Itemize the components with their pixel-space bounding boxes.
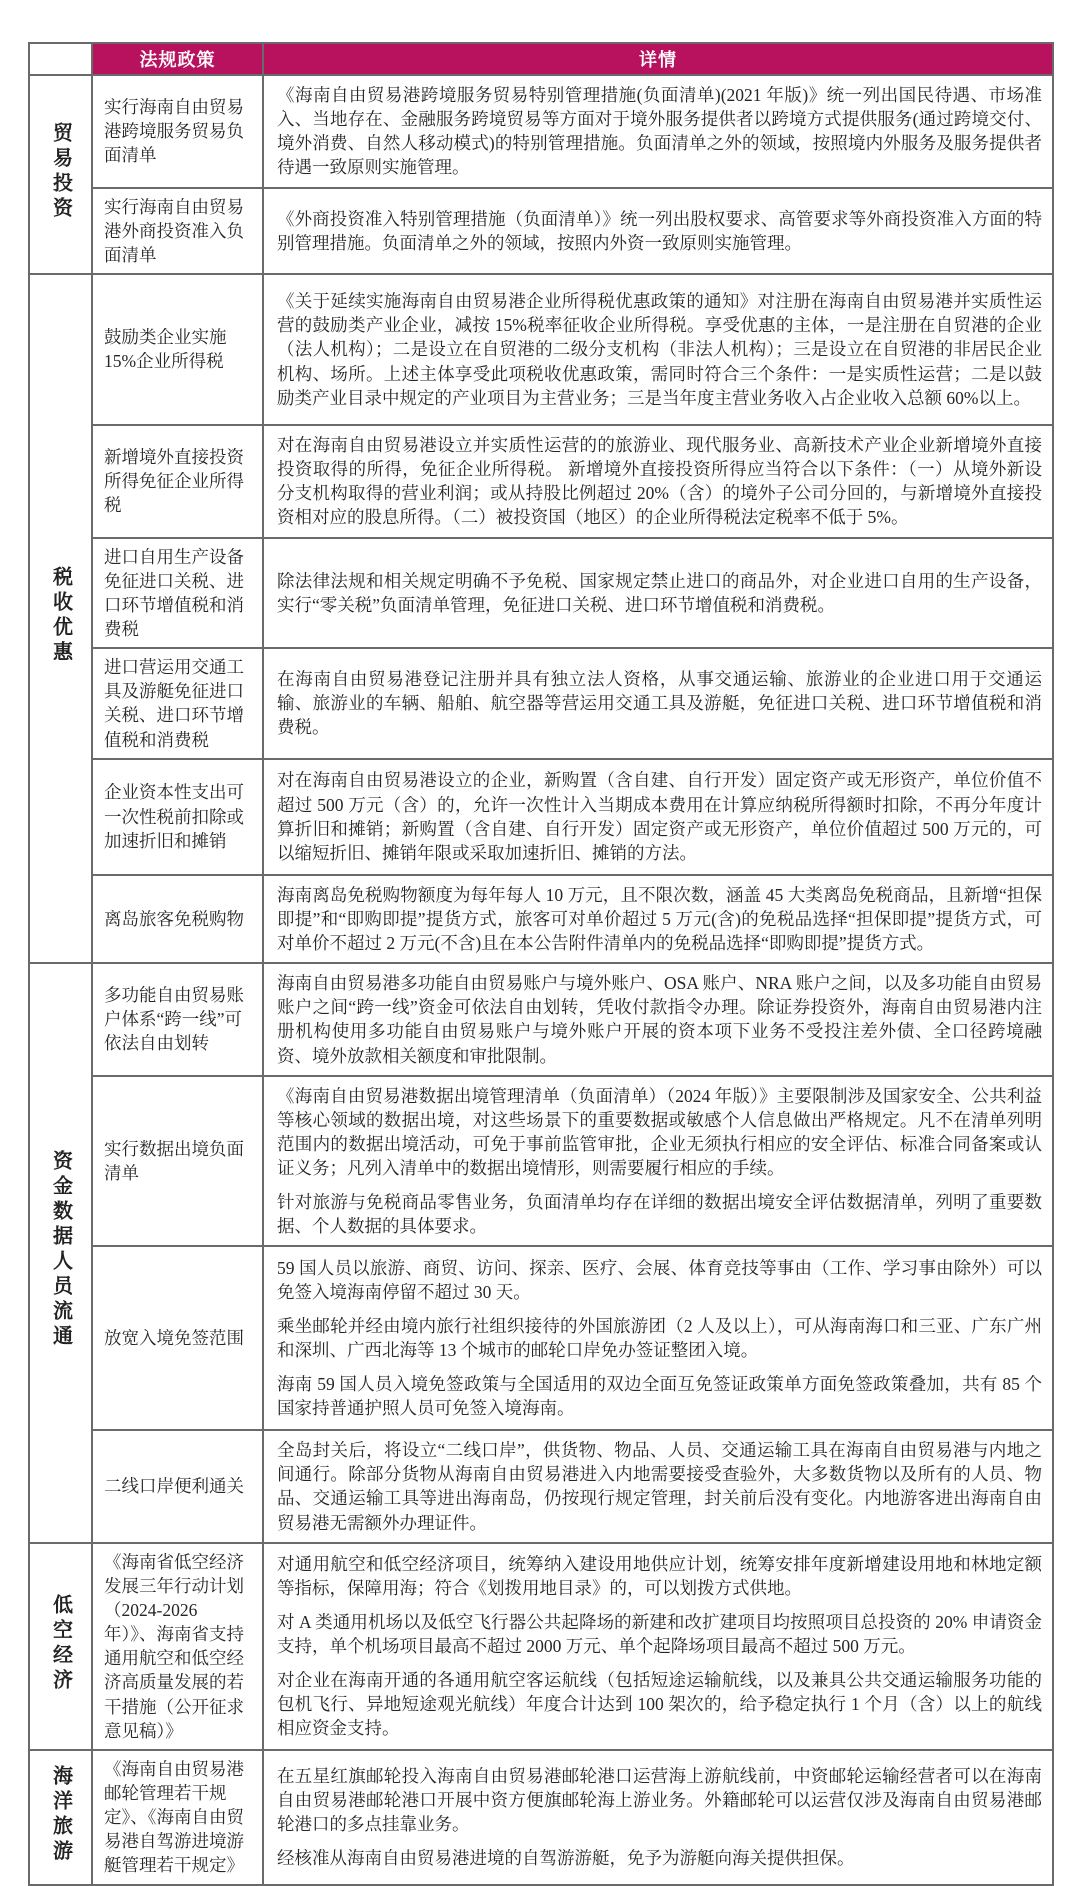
detail-cell	[263, 759, 1053, 875]
detail-cell	[263, 1076, 1053, 1246]
detail-cell	[263, 425, 1053, 538]
category-capital-data-personnel-flow	[29, 963, 92, 1543]
table-row	[29, 759, 1053, 875]
detail-paragraph: 经核准从海南自由贸易港进境的自驾游游艇，免予为游艇向海关提供担保。	[277, 1848, 855, 1869]
policy-cell: 进口营运用交通工具及游艇免征进口关税、进口环节增值税和消费税	[92, 648, 263, 759]
header-row	[29, 43, 1053, 75]
policy-cell: 《海南省低空经济发展三年行动计划（2024-2026 年）》、海南省支持通用航空和低空经济高质量发展的若干措施（公开征求意见稿）》	[92, 1543, 263, 1750]
category-label: 资金数据人员流通	[49, 1150, 72, 1351]
policy-cell: 鼓励类企业实施 15%企业所得税	[92, 274, 263, 425]
detail-cell	[263, 875, 1053, 963]
detail-cell	[263, 188, 1053, 274]
detail-paragraph: 59 国人员以旅游、商贸、访问、探亲、医疗、会展、体育竞技等事由（工作、学习事由除外）可以免签入境海南停留不超过 30 天。	[277, 1258, 1042, 1303]
table-row	[29, 963, 1053, 1076]
policy-cell: 实行数据出境负面清单	[92, 1076, 263, 1246]
table-row	[29, 1543, 1053, 1750]
detail-cell	[263, 1246, 1053, 1430]
category-label: 低空经济	[49, 1593, 72, 1694]
table-row	[29, 1246, 1053, 1430]
table-row	[29, 648, 1053, 759]
detail-cell	[263, 648, 1053, 759]
table-row	[29, 425, 1053, 538]
policy-cell: 实行海南自由贸易港外商投资准入负面清单	[92, 188, 263, 274]
detail-paragraph: 对通用航空和低空经济项目，统筹纳入建设用地供应计划，统筹安排年度新增建设用地和林地定额等指标，保障用海；符合《划拨用地目录》的，可以划拨方式供地。	[277, 1554, 1042, 1599]
detail-paragraph: 海南离岛免税购物额度为每年每人 10 万元，且不限次数，涵盖 45 大类离岛免税商品，且新增“担保即提”和“即购即提”提货方式，旅客可对单价超过 5 万元(含)的免税品选择“担保即提”提货方式，可对单价不超过 2 万元(不含)且在本公告附件清单内的免税品选择“即购即提”提货方式。	[277, 884, 1042, 953]
detail-paragraph: 全岛封关后，将设立“二线口岸”，供货物、物品、人员、交通运输工具在海南自由贸易港与内地之间通行。除部分货物从海南自由贸易港进入内地需要接受查验外，大多数货物以及所有的人员、物品、交通运输工具等进出海南岛，仍按现行规定管理，封关前后没有变化。内地游客进出海南自由贸易港无需额外办理证件。	[277, 1440, 1042, 1533]
column-header-detail: 详情	[263, 43, 1053, 75]
detail-paragraph: 对在海南自由贸易港设立并实质性运营的的旅游业、现代服务业、高新技术产业企业新增境外直接投资取得的所得，免征企业所得税。 新增境外直接投资所得应当符合以下条件：（一）从境外新设分支机构取得的营业利润；或从持股比例超过 20%（含）的境外子公司分回的，与新增境外直接投资相对应的股息所得。（二）被投资国（地区）的企业所得税法定税率不低于 5%。	[277, 434, 1042, 528]
detail-cell	[263, 538, 1053, 649]
detail-cell	[263, 963, 1053, 1076]
policy-cell: 新增境外直接投资所得免征企业所得税	[92, 425, 263, 538]
policy-cell: 离岛旅客免税购物	[92, 875, 263, 963]
table-row	[29, 188, 1053, 274]
detail-cell	[263, 75, 1053, 188]
detail-paragraph: 海南 59 国人员入境免签政策与全国适用的双边全面互免签证政策单方面免签政策叠加，共有 85 个国家持普通护照人员可免签入境海南。	[277, 1373, 1042, 1419]
detail-paragraph: 在五星红旗邮轮投入海南自由贸易港邮轮港口运营海上游航线前，中资邮轮运输经营者可以在海南自由贸易港邮轮港口开展中资方便旗邮轮海上游业务。外籍邮轮可以运营仅涉及海南自由贸易港邮轮港口的多点挂靠业务。	[277, 1766, 1042, 1835]
policy-table-container	[28, 42, 1052, 1886]
table-row	[29, 875, 1053, 963]
policy-cell: 二线口岸便利通关	[92, 1430, 263, 1543]
detail-cell	[263, 1543, 1053, 1750]
category-trade-investment	[29, 75, 92, 274]
category-marine-tourism	[29, 1750, 92, 1885]
policy-cell: 进口自用生产设备免征进口关税、进口环节增值税和消费税	[92, 538, 263, 649]
detail-paragraph: 除法律法规和相关规定明确不予免税、国家规定禁止进口的商品外，对企业进口自用的生产设备，实行“零关税”负面清单管理，免征进口关税、进口环节增值税和消费税。	[277, 570, 1042, 615]
detail-cell	[263, 1430, 1053, 1543]
column-header-policy: 法规政策	[92, 43, 263, 75]
policy-cell: 多功能自由贸易账户体系“跨一线”可依法自由划转	[92, 963, 263, 1076]
detail-paragraph: 针对旅游与免税商品零售业务，负面清单均存在详细的数据出境安全评估数据清单，列明了重要数据、个人数据的具体要求。	[277, 1191, 1042, 1236]
category-low-altitude-economy	[29, 1543, 92, 1750]
table-row	[29, 1430, 1053, 1543]
corner-cell	[29, 43, 92, 75]
table-row	[29, 1750, 1053, 1885]
detail-paragraph: 《海南自由贸易港数据出境管理清单（负面清单）（2024 年版）》主要限制涉及国家安全、公共利益等核心领域的数据出境，对这些场景下的重要数据或敏感个人信息做出严格规定。凡不在清单列明范围内的数据出境活动，可免于事前监管审批，企业无须执行相应的安全评估、标准合同备案或认证义务；凡列入清单中的数据出境情形，则需要履行相应的手续。	[277, 1085, 1042, 1179]
detail-paragraph: 对企业在海南开通的各通用航空客运航线（包括短途运输航线，以及兼具公共交通运输服务功能的包机飞行、异地短途观光航线）年度合计达到 100 架次的，给予稳定执行 1 个月（含）以上的航线相应资金支持。	[277, 1669, 1042, 1739]
detail-paragraph: 海南自由贸易港多功能自由贸易账户与境外账户、OSA 账户、NRA 账户之间，以及多功能自由贸易账户之间“跨一线”资金可依法自由划转，凭收付款指令办理。除证券投资外，海南自由贸易港内注册机构使用多功能自由贸易账户与境外账户开展的资本项下业务不受投注差外债、全口径跨境融资、境外放款相关额度和审批限制。	[277, 973, 1042, 1066]
policy-cell: 放宽入境免签范围	[92, 1246, 263, 1430]
policy-cell: 实行海南自由贸易港跨境服务贸易负面清单	[92, 75, 263, 188]
policy-cell: 《海南自由贸易港邮轮管理若干规定》、《海南自由贸易港自驾游进境游艇管理若干规定》	[92, 1750, 263, 1885]
category-tax-incentives	[29, 274, 92, 963]
table-row	[29, 538, 1053, 649]
detail-paragraph: 在海南自由贸易港登记注册并具有独立法人资格，从事交通运输、旅游业的企业进口用于交通运输、旅游业的车辆、船舶、航空器等营运用交通工具及游艇，免征进口关税、进口环节增值税和消费税。	[277, 669, 1042, 738]
table-row	[29, 75, 1053, 188]
category-label: 税收优惠	[49, 566, 72, 667]
detail-paragraph: 《外商投资准入特别管理措施（负面清单）》统一列出股权要求、高管要求等外商投资准入方面的特别管理措施。负面清单之外的领域，按照内外资一致原则实施管理。	[277, 208, 1042, 253]
category-label: 贸易投资	[49, 121, 72, 222]
detail-cell	[263, 274, 1053, 425]
detail-paragraph: 对在海南自由贸易港设立的企业，新购置（含自建、自行开发）固定资产或无形资产，单位价值不超过 500 万元（含）的，允许一次性计入当期成本费用在计算应纳税所得额时扣除，不再分年度计算折旧和摊销；新购置（含自建、自行开发）固定资产或无形资产，单位价值超过 500 万元的，可以缩短折旧、摊销年限或采取加速折旧、摊销的方法。	[277, 770, 1042, 863]
table-row	[29, 274, 1053, 425]
category-label: 海洋旅游	[49, 1764, 72, 1865]
policy-table	[28, 42, 1054, 1886]
detail-cell	[263, 1750, 1053, 1885]
table-row	[29, 1076, 1053, 1246]
detail-paragraph: 《海南自由贸易港跨境服务贸易特别管理措施(负面清单)(2021 年版)》统一列出国民待遇、市场准入、当地存在、金融服务跨境贸易等方面对于境外服务提供者以跨境方式提供服务(通过跨境交付、境外消费、自然人移动模式)的特别管理措施。负面清单之外的领域，按照境内外服务及服务提供者待遇一致原则实施管理。	[277, 85, 1042, 178]
policy-cell: 企业资本性支出可一次性税前扣除或加速折旧和摊销	[92, 759, 263, 875]
detail-paragraph: 对 A 类通用机场以及低空飞行器公共起降场的新建和改扩建项目均按照项目总投资的 20% 申请资金支持，单个机场项目最高不超过 2000 万元、单个起降场项目最高不超过 500 万元。	[277, 1612, 1042, 1657]
detail-paragraph: 《关于延续实施海南自由贸易港企业所得税优惠政策的通知》对注册在海南自由贸易港并实质性运营的鼓励类产业企业，减按 15%税率征收企业所得税。享受优惠的主体，一是注册在自贸港的企业（法人机构）；二是设立在自贸港的二级分支机构（非法人机构）；三是设立在自贸港的非居民企业机构、场所。上述主体享受此项税收优惠政策，需同时符合三个条件：一是实质性运营；二是以鼓励类产业目录中规定的产业项目为主营业务；三是当年度主营业务收入占企业收入总额 60%以上。	[277, 291, 1042, 408]
detail-paragraph: 乘坐邮轮并经由境内旅行社组织接待的外国旅游团（2 人及以上），可从海南海口和三亚、广东广州和深圳、广西北海等 13 个城市的邮轮口岸免办签证整团入境。	[277, 1315, 1042, 1361]
